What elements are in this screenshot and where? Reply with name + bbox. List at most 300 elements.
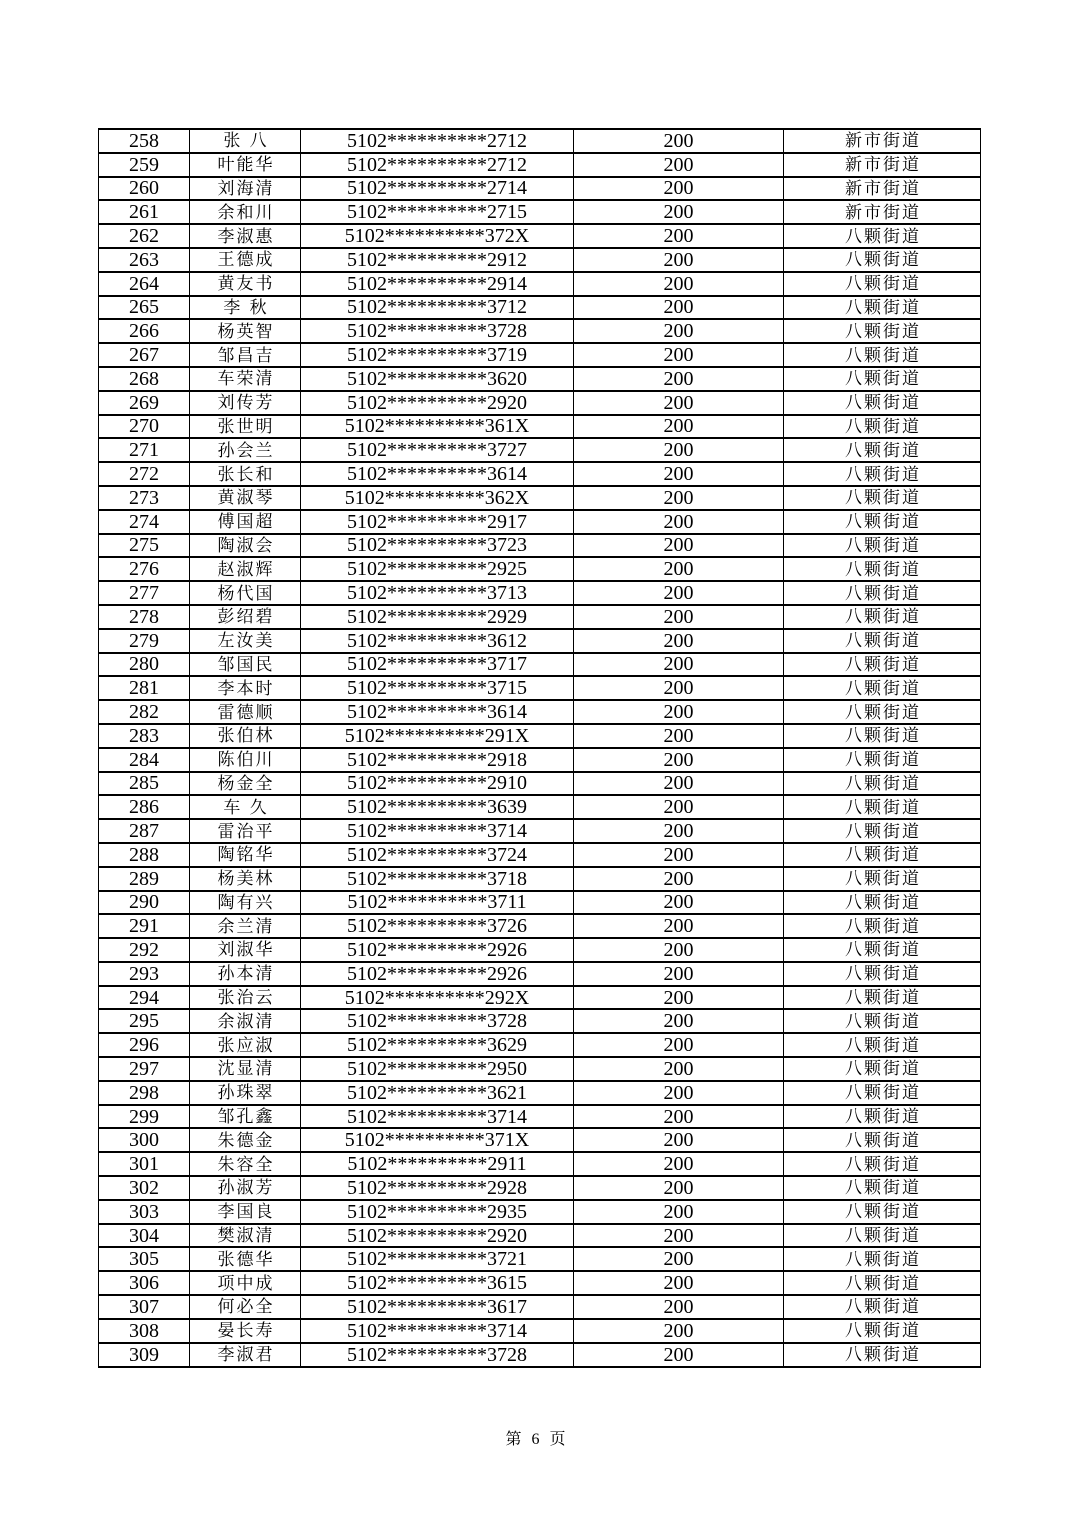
cell-amount: 200 bbox=[574, 581, 784, 605]
cell-row-number: 278 bbox=[99, 605, 190, 629]
cell-row-number: 275 bbox=[99, 534, 190, 558]
cell-street-name: 八颗街道 bbox=[784, 343, 981, 367]
cell-person-name: 车久 bbox=[190, 795, 301, 819]
cell-amount: 200 bbox=[574, 1247, 784, 1271]
cell-row-number: 267 bbox=[99, 343, 190, 367]
cell-street-name: 八颗街道 bbox=[784, 367, 981, 391]
cell-street-name: 八颗街道 bbox=[784, 224, 981, 248]
cell-row-number: 264 bbox=[99, 272, 190, 296]
cell-amount: 200 bbox=[574, 700, 784, 724]
table-row bbox=[99, 1319, 981, 1343]
cell-street-name: 八颗街道 bbox=[784, 1081, 981, 1105]
cell-person-name: 王德成 bbox=[190, 248, 301, 272]
cell-street-name: 八颗街道 bbox=[784, 1295, 981, 1319]
cell-masked-id-number: 5102**********2928 bbox=[301, 1176, 574, 1200]
cell-street-name: 八颗街道 bbox=[784, 653, 981, 677]
cell-row-number: 290 bbox=[99, 891, 190, 915]
cell-person-name: 孙淑芳 bbox=[190, 1176, 301, 1200]
cell-street-name: 八颗街道 bbox=[784, 557, 981, 581]
cell-masked-id-number: 5102**********3714 bbox=[301, 1319, 574, 1343]
table-row bbox=[99, 129, 981, 153]
table-row bbox=[99, 629, 981, 653]
cell-person-name: 李本时 bbox=[190, 676, 301, 700]
cell-row-number: 263 bbox=[99, 248, 190, 272]
cell-masked-id-number: 5102**********2926 bbox=[301, 938, 574, 962]
cell-amount: 200 bbox=[574, 224, 784, 248]
cell-row-number: 309 bbox=[99, 1343, 190, 1367]
cell-row-number: 306 bbox=[99, 1271, 190, 1295]
cell-amount: 200 bbox=[574, 415, 784, 439]
cell-masked-id-number: 5102**********2715 bbox=[301, 200, 574, 224]
cell-row-number: 291 bbox=[99, 914, 190, 938]
cell-row-number: 260 bbox=[99, 177, 190, 201]
cell-person-name: 叶能华 bbox=[190, 153, 301, 177]
cell-row-number: 274 bbox=[99, 510, 190, 534]
cell-amount: 200 bbox=[574, 629, 784, 653]
cell-street-name: 八颗街道 bbox=[784, 1319, 981, 1343]
cell-row-number: 284 bbox=[99, 748, 190, 772]
cell-masked-id-number: 5102**********3615 bbox=[301, 1271, 574, 1295]
cell-street-name: 八颗街道 bbox=[784, 391, 981, 415]
cell-masked-id-number: 5102**********2925 bbox=[301, 557, 574, 581]
cell-masked-id-number: 5102**********2914 bbox=[301, 272, 574, 296]
cell-row-number: 302 bbox=[99, 1176, 190, 1200]
cell-amount: 200 bbox=[574, 914, 784, 938]
cell-person-name: 邹昌吉 bbox=[190, 343, 301, 367]
cell-row-number: 268 bbox=[99, 367, 190, 391]
cell-street-name: 八颗街道 bbox=[784, 605, 981, 629]
cell-street-name: 八颗街道 bbox=[784, 819, 981, 843]
cell-masked-id-number: 5102**********2911 bbox=[301, 1152, 574, 1176]
cell-amount: 200 bbox=[574, 1295, 784, 1319]
cell-person-name: 杨英智 bbox=[190, 319, 301, 343]
cell-amount: 200 bbox=[574, 1224, 784, 1248]
cell-street-name: 八颗街道 bbox=[784, 1033, 981, 1057]
table-row bbox=[99, 938, 981, 962]
cell-person-name: 晏长寿 bbox=[190, 1319, 301, 1343]
table-row bbox=[99, 1152, 981, 1176]
cell-amount: 200 bbox=[574, 891, 784, 915]
cell-row-number: 272 bbox=[99, 462, 190, 486]
cell-masked-id-number: 5102**********2714 bbox=[301, 177, 574, 201]
cell-masked-id-number: 5102**********291X bbox=[301, 724, 574, 748]
cell-amount: 200 bbox=[574, 1343, 784, 1367]
cell-amount: 200 bbox=[574, 676, 784, 700]
table-row bbox=[99, 296, 981, 320]
table-row bbox=[99, 1057, 981, 1081]
cell-street-name: 新市街道 bbox=[784, 153, 981, 177]
cell-person-name: 杨美林 bbox=[190, 867, 301, 891]
cell-amount: 200 bbox=[574, 605, 784, 629]
cell-amount: 200 bbox=[574, 1176, 784, 1200]
cell-person-name: 刘传芳 bbox=[190, 391, 301, 415]
cell-person-name: 张伯林 bbox=[190, 724, 301, 748]
cell-person-name: 项中成 bbox=[190, 1271, 301, 1295]
table-row bbox=[99, 319, 981, 343]
cell-street-name: 八颗街道 bbox=[784, 795, 981, 819]
cell-row-number: 258 bbox=[99, 129, 190, 153]
cell-row-number: 301 bbox=[99, 1152, 190, 1176]
table-row bbox=[99, 748, 981, 772]
table-row bbox=[99, 914, 981, 938]
table-row bbox=[99, 1343, 981, 1367]
cell-person-name: 张治云 bbox=[190, 986, 301, 1010]
cell-street-name: 八颗街道 bbox=[784, 296, 981, 320]
cell-amount: 200 bbox=[574, 1319, 784, 1343]
cell-amount: 200 bbox=[574, 200, 784, 224]
cell-row-number: 308 bbox=[99, 1319, 190, 1343]
table-row bbox=[99, 153, 981, 177]
cell-amount: 200 bbox=[574, 1081, 784, 1105]
cell-person-name: 雷德顺 bbox=[190, 700, 301, 724]
cell-masked-id-number: 5102**********2929 bbox=[301, 605, 574, 629]
cell-masked-id-number: 5102**********3713 bbox=[301, 581, 574, 605]
table-row bbox=[99, 534, 981, 558]
cell-street-name: 八颗街道 bbox=[784, 914, 981, 938]
cell-amount: 200 bbox=[574, 772, 784, 796]
cell-person-name: 孙会兰 bbox=[190, 438, 301, 462]
cell-street-name: 八颗街道 bbox=[784, 629, 981, 653]
cell-street-name: 八颗街道 bbox=[784, 534, 981, 558]
table-row bbox=[99, 415, 981, 439]
cell-masked-id-number: 5102**********2712 bbox=[301, 153, 574, 177]
cell-amount: 200 bbox=[574, 962, 784, 986]
cell-person-name: 孙本清 bbox=[190, 962, 301, 986]
cell-row-number: 307 bbox=[99, 1295, 190, 1319]
cell-masked-id-number: 5102**********2917 bbox=[301, 510, 574, 534]
table-row bbox=[99, 819, 981, 843]
cell-person-name: 邹孔鑫 bbox=[190, 1105, 301, 1129]
cell-masked-id-number: 5102**********2912 bbox=[301, 248, 574, 272]
cell-masked-id-number: 5102**********2950 bbox=[301, 1057, 574, 1081]
cell-row-number: 270 bbox=[99, 415, 190, 439]
table-row bbox=[99, 367, 981, 391]
table-row bbox=[99, 986, 981, 1010]
cell-masked-id-number: 5102**********3617 bbox=[301, 1295, 574, 1319]
cell-masked-id-number: 5102**********3715 bbox=[301, 676, 574, 700]
cell-street-name: 八颗街道 bbox=[784, 319, 981, 343]
cell-person-name: 杨代国 bbox=[190, 581, 301, 605]
table-row bbox=[99, 653, 981, 677]
cell-row-number: 289 bbox=[99, 867, 190, 891]
cell-person-name: 黄淑琴 bbox=[190, 486, 301, 510]
table-row bbox=[99, 1247, 981, 1271]
cell-person-name: 刘海清 bbox=[190, 177, 301, 201]
table-row bbox=[99, 795, 981, 819]
cell-street-name: 八颗街道 bbox=[784, 724, 981, 748]
cell-masked-id-number: 5102**********3614 bbox=[301, 700, 574, 724]
cell-person-name: 陶铭华 bbox=[190, 843, 301, 867]
cell-person-name: 雷治平 bbox=[190, 819, 301, 843]
cell-amount: 200 bbox=[574, 795, 784, 819]
cell-masked-id-number: 5102**********3621 bbox=[301, 1081, 574, 1105]
cell-row-number: 298 bbox=[99, 1081, 190, 1105]
cell-street-name: 八颗街道 bbox=[784, 676, 981, 700]
cell-row-number: 269 bbox=[99, 391, 190, 415]
table-row bbox=[99, 700, 981, 724]
cell-row-number: 281 bbox=[99, 676, 190, 700]
table-row bbox=[99, 581, 981, 605]
cell-masked-id-number: 5102**********3711 bbox=[301, 891, 574, 915]
cell-masked-id-number: 5102**********2910 bbox=[301, 772, 574, 796]
cell-person-name: 樊淑清 bbox=[190, 1224, 301, 1248]
cell-masked-id-number: 5102**********3721 bbox=[301, 1247, 574, 1271]
cell-street-name: 八颗街道 bbox=[784, 938, 981, 962]
cell-person-name: 张长和 bbox=[190, 462, 301, 486]
cell-person-name: 李淑惠 bbox=[190, 224, 301, 248]
table-row bbox=[99, 1271, 981, 1295]
cell-amount: 200 bbox=[574, 724, 784, 748]
cell-street-name: 八颗街道 bbox=[784, 891, 981, 915]
table-row bbox=[99, 224, 981, 248]
table-row bbox=[99, 891, 981, 915]
cell-street-name: 八颗街道 bbox=[784, 1200, 981, 1224]
table-row bbox=[99, 1128, 981, 1152]
table-row bbox=[99, 867, 981, 891]
cell-row-number: 262 bbox=[99, 224, 190, 248]
cell-amount: 200 bbox=[574, 1152, 784, 1176]
cell-person-name: 陶有兴 bbox=[190, 891, 301, 915]
cell-masked-id-number: 5102**********2712 bbox=[301, 129, 574, 153]
table-row bbox=[99, 1033, 981, 1057]
cell-row-number: 297 bbox=[99, 1057, 190, 1081]
cell-person-name: 朱容全 bbox=[190, 1152, 301, 1176]
cell-row-number: 304 bbox=[99, 1224, 190, 1248]
table-row bbox=[99, 272, 981, 296]
cell-street-name: 八颗街道 bbox=[784, 843, 981, 867]
cell-row-number: 261 bbox=[99, 200, 190, 224]
cell-amount: 200 bbox=[574, 843, 784, 867]
table-row bbox=[99, 605, 981, 629]
cell-street-name: 八颗街道 bbox=[784, 415, 981, 439]
cell-row-number: 271 bbox=[99, 438, 190, 462]
cell-street-name: 八颗街道 bbox=[784, 1057, 981, 1081]
cell-amount: 200 bbox=[574, 986, 784, 1010]
cell-row-number: 296 bbox=[99, 1033, 190, 1057]
cell-row-number: 259 bbox=[99, 153, 190, 177]
cell-person-name: 李淑君 bbox=[190, 1343, 301, 1367]
table-row bbox=[99, 486, 981, 510]
cell-row-number: 292 bbox=[99, 938, 190, 962]
cell-street-name: 八颗街道 bbox=[784, 581, 981, 605]
table-row bbox=[99, 724, 981, 748]
cell-masked-id-number: 5102**********361X bbox=[301, 415, 574, 439]
cell-amount: 200 bbox=[574, 1128, 784, 1152]
cell-street-name: 八颗街道 bbox=[784, 986, 981, 1010]
table-row bbox=[99, 1105, 981, 1129]
cell-amount: 200 bbox=[574, 1271, 784, 1295]
cell-masked-id-number: 5102**********372X bbox=[301, 224, 574, 248]
cell-street-name: 八颗街道 bbox=[784, 867, 981, 891]
cell-row-number: 293 bbox=[99, 962, 190, 986]
cell-person-name: 车荣清 bbox=[190, 367, 301, 391]
cell-row-number: 280 bbox=[99, 653, 190, 677]
cell-amount: 200 bbox=[574, 177, 784, 201]
table-row bbox=[99, 557, 981, 581]
cell-masked-id-number: 5102**********3714 bbox=[301, 819, 574, 843]
table-row bbox=[99, 248, 981, 272]
cell-person-name: 朱德金 bbox=[190, 1128, 301, 1152]
cell-masked-id-number: 5102**********3718 bbox=[301, 867, 574, 891]
cell-masked-id-number: 5102**********3726 bbox=[301, 914, 574, 938]
cell-street-name: 八颗街道 bbox=[784, 700, 981, 724]
cell-masked-id-number: 5102**********3727 bbox=[301, 438, 574, 462]
table-row bbox=[99, 962, 981, 986]
cell-amount: 200 bbox=[574, 486, 784, 510]
cell-person-name: 沈显清 bbox=[190, 1057, 301, 1081]
cell-person-name: 张应淑 bbox=[190, 1033, 301, 1057]
cell-masked-id-number: 5102**********2920 bbox=[301, 1224, 574, 1248]
cell-street-name: 八颗街道 bbox=[784, 510, 981, 534]
cell-person-name: 何必全 bbox=[190, 1295, 301, 1319]
cell-row-number: 277 bbox=[99, 581, 190, 605]
cell-street-name: 新市街道 bbox=[784, 129, 981, 153]
table-row bbox=[99, 1009, 981, 1033]
cell-row-number: 285 bbox=[99, 772, 190, 796]
table-row bbox=[99, 1081, 981, 1105]
cell-person-name: 陶淑会 bbox=[190, 534, 301, 558]
cell-row-number: 276 bbox=[99, 557, 190, 581]
cell-street-name: 八颗街道 bbox=[784, 1271, 981, 1295]
cell-person-name: 刘淑华 bbox=[190, 938, 301, 962]
cell-amount: 200 bbox=[574, 653, 784, 677]
cell-masked-id-number: 5102**********3724 bbox=[301, 843, 574, 867]
cell-row-number: 303 bbox=[99, 1200, 190, 1224]
cell-person-name: 杨金全 bbox=[190, 772, 301, 796]
table-body bbox=[99, 129, 981, 1367]
cell-row-number: 265 bbox=[99, 296, 190, 320]
cell-masked-id-number: 5102**********292X bbox=[301, 986, 574, 1010]
payment-roster-table bbox=[98, 128, 981, 1368]
table-row bbox=[99, 1176, 981, 1200]
cell-masked-id-number: 5102**********3728 bbox=[301, 1009, 574, 1033]
cell-street-name: 八颗街道 bbox=[784, 962, 981, 986]
cell-row-number: 295 bbox=[99, 1009, 190, 1033]
cell-amount: 200 bbox=[574, 296, 784, 320]
cell-person-name: 左汝美 bbox=[190, 629, 301, 653]
cell-row-number: 283 bbox=[99, 724, 190, 748]
cell-masked-id-number: 5102**********2926 bbox=[301, 962, 574, 986]
cell-amount: 200 bbox=[574, 1105, 784, 1129]
cell-street-name: 八颗街道 bbox=[784, 1176, 981, 1200]
cell-row-number: 282 bbox=[99, 700, 190, 724]
cell-row-number: 286 bbox=[99, 795, 190, 819]
table-row bbox=[99, 1295, 981, 1319]
cell-street-name: 八颗街道 bbox=[784, 1247, 981, 1271]
cell-person-name: 傅国超 bbox=[190, 510, 301, 534]
table-row bbox=[99, 843, 981, 867]
table-row bbox=[99, 177, 981, 201]
cell-masked-id-number: 5102**********3728 bbox=[301, 319, 574, 343]
cell-amount: 200 bbox=[574, 1200, 784, 1224]
cell-street-name: 八颗街道 bbox=[784, 1152, 981, 1176]
cell-person-name: 李秋 bbox=[190, 296, 301, 320]
cell-street-name: 八颗街道 bbox=[784, 438, 981, 462]
cell-amount: 200 bbox=[574, 867, 784, 891]
cell-street-name: 八颗街道 bbox=[784, 272, 981, 296]
cell-masked-id-number: 5102**********3620 bbox=[301, 367, 574, 391]
cell-amount: 200 bbox=[574, 938, 784, 962]
cell-person-name: 余和川 bbox=[190, 200, 301, 224]
table-row bbox=[99, 343, 981, 367]
cell-amount: 200 bbox=[574, 319, 784, 343]
cell-street-name: 八颗街道 bbox=[784, 1343, 981, 1367]
cell-masked-id-number: 5102**********362X bbox=[301, 486, 574, 510]
cell-amount: 200 bbox=[574, 248, 784, 272]
cell-masked-id-number: 5102**********3629 bbox=[301, 1033, 574, 1057]
cell-person-name: 张德华 bbox=[190, 1247, 301, 1271]
cell-amount: 200 bbox=[574, 343, 784, 367]
cell-masked-id-number: 5102**********3712 bbox=[301, 296, 574, 320]
cell-row-number: 294 bbox=[99, 986, 190, 1010]
cell-amount: 200 bbox=[574, 438, 784, 462]
cell-row-number: 299 bbox=[99, 1105, 190, 1129]
table-row bbox=[99, 1224, 981, 1248]
cell-masked-id-number: 5102**********3717 bbox=[301, 653, 574, 677]
cell-masked-id-number: 5102**********2918 bbox=[301, 748, 574, 772]
table-row bbox=[99, 462, 981, 486]
cell-masked-id-number: 5102**********3639 bbox=[301, 795, 574, 819]
cell-masked-id-number: 5102**********3728 bbox=[301, 1343, 574, 1367]
cell-amount: 200 bbox=[574, 391, 784, 415]
table-row bbox=[99, 391, 981, 415]
cell-street-name: 八颗街道 bbox=[784, 1128, 981, 1152]
cell-amount: 200 bbox=[574, 748, 784, 772]
cell-amount: 200 bbox=[574, 510, 784, 534]
cell-masked-id-number: 5102**********3714 bbox=[301, 1105, 574, 1129]
cell-row-number: 273 bbox=[99, 486, 190, 510]
table-row bbox=[99, 510, 981, 534]
cell-person-name: 邹国民 bbox=[190, 653, 301, 677]
table-row bbox=[99, 772, 981, 796]
cell-amount: 200 bbox=[574, 534, 784, 558]
page-footer: 第 6 页 bbox=[505, 1431, 569, 1448]
cell-row-number: 266 bbox=[99, 319, 190, 343]
cell-amount: 200 bbox=[574, 819, 784, 843]
cell-street-name: 八颗街道 bbox=[784, 772, 981, 796]
cell-masked-id-number: 5102**********3614 bbox=[301, 462, 574, 486]
cell-street-name: 新市街道 bbox=[784, 200, 981, 224]
cell-street-name: 八颗街道 bbox=[784, 1009, 981, 1033]
cell-amount: 200 bbox=[574, 557, 784, 581]
cell-row-number: 288 bbox=[99, 843, 190, 867]
cell-person-name: 黄友书 bbox=[190, 272, 301, 296]
cell-amount: 200 bbox=[574, 1057, 784, 1081]
table-row bbox=[99, 676, 981, 700]
cell-street-name: 八颗街道 bbox=[784, 1105, 981, 1129]
cell-street-name: 八颗街道 bbox=[784, 462, 981, 486]
cell-person-name: 陈伯川 bbox=[190, 748, 301, 772]
cell-masked-id-number: 5102**********3723 bbox=[301, 534, 574, 558]
cell-masked-id-number: 5102**********2935 bbox=[301, 1200, 574, 1224]
cell-amount: 200 bbox=[574, 462, 784, 486]
cell-row-number: 305 bbox=[99, 1247, 190, 1271]
cell-person-name: 孙珠翠 bbox=[190, 1081, 301, 1105]
cell-person-name: 张八 bbox=[190, 129, 301, 153]
cell-amount: 200 bbox=[574, 367, 784, 391]
cell-masked-id-number: 5102**********371X bbox=[301, 1128, 574, 1152]
cell-row-number: 287 bbox=[99, 819, 190, 843]
cell-street-name: 八颗街道 bbox=[784, 1224, 981, 1248]
cell-amount: 200 bbox=[574, 153, 784, 177]
cell-amount: 200 bbox=[574, 272, 784, 296]
cell-street-name: 八颗街道 bbox=[784, 748, 981, 772]
cell-street-name: 八颗街道 bbox=[784, 486, 981, 510]
table-row bbox=[99, 200, 981, 224]
cell-person-name: 余兰清 bbox=[190, 914, 301, 938]
table-row bbox=[99, 1200, 981, 1224]
cell-row-number: 279 bbox=[99, 629, 190, 653]
